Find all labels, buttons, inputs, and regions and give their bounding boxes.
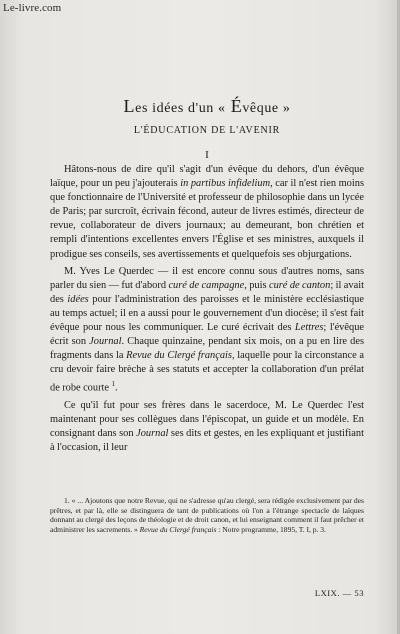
paragraph-1 <box>50 163 364 262</box>
article <box>50 96 364 458</box>
title-part-1: es idées d'un « <box>135 101 226 116</box>
article-body <box>50 163 364 455</box>
article-title <box>50 96 364 117</box>
p3-text-b: ses dits et gestes, en les expliquant et justifiant à l'occasion, il leur <box>50 428 364 454</box>
title-part-2: vêque » <box>242 101 291 116</box>
p1-text-b: , car il n'est rien moins que fonctionnaire de l'Université et professeur de philosophie dans un lycée de Paris; par surcroît, écrivain fécond, auteur de livres estimés, directeur de revue, collaborateur de divers journaux; au demeurant, bon chrétien et rempli d'intentions excellentes envers l'Église et ses ministres, auxquels il prodigue ses conseils, ses avertissements et quelquefois ses objurgations. <box>50 178 364 260</box>
footnote-ref[interactable]: 1 <box>111 380 115 389</box>
paragraph-2 <box>50 265 364 396</box>
p2-text-c: ; il avait des <box>50 279 364 305</box>
p2-text-a: M. Yves Le Querdec — il est encore connu sous d'autres noms, sans parler du sien — fut d'abord <box>50 265 364 291</box>
p1-italic: in partibus infidelium <box>180 178 271 190</box>
p2-italic-6: Revue du Clergé français <box>126 350 232 362</box>
p2-text-e: ; l'évêque écrit son <box>50 322 364 348</box>
p2-text-g: , laquelle pour la circonstance a cru devoir faire brèche à ses statuts et accepter la collaboration d'un prélat de robe courte <box>50 350 364 394</box>
footnote <box>50 496 364 535</box>
article-subtitle: L'ÉDUCATION DE L'AVENIR <box>133 125 281 136</box>
p2-italic-2: curé de canton <box>268 279 331 291</box>
p2-text-b: , puis <box>244 279 269 291</box>
section-number: I <box>205 149 209 161</box>
paragraph-3 <box>50 399 364 455</box>
p2-italic-1: curé de campagne <box>168 279 245 291</box>
p2-text-f: . Chaque quinzaine, pendant six mois, on a pu en lire des fragments dans la <box>50 336 365 362</box>
p2-italic-3: idées <box>67 293 89 305</box>
footnote-text-a: 1. « ... Ajoutons que notre Revue, qui ne s'adresse qu'au clergé, sera rédigée exclusivement par des prêtres, et par là, elle se distinguera de tant de publications où l'on a l'étrange spectacle de laïques donnant au clergé des leçons de théologie et de droit canon, et lui enseignant comment il faut prêcher et administrer les sacrements. » <box>50 496 364 535</box>
p2-text-h: . <box>114 382 118 394</box>
signature-mark: LXIX. — 53 <box>314 588 364 598</box>
p2-italic-4: Lettres <box>294 322 324 334</box>
p1-text-a: Hâtons-nous de dire qu'il s'agit d'un évêque du dehors, d'un évêque laïque, pour un peu j'ajouterais <box>50 164 364 190</box>
footnote-text-b: : Notre programme, 1895, T. I, p. 3. <box>216 525 326 535</box>
watermark: Le-livre.com <box>3 2 62 14</box>
p3-italic: Journal <box>136 428 169 440</box>
title-big-e: É <box>230 96 243 116</box>
footnote-italic: Revue du Clergé français <box>139 525 217 535</box>
p2-italic-5: Journal <box>89 336 122 348</box>
p3-text-a: Ce qu'il fut pour ses frères dans le sacerdoce, M. Le Querdec l'est maintenant pour ses collègues dans l'épiscopat, un guide et un modèle. En consignant dans son <box>50 399 364 440</box>
title-first-letter: L <box>123 96 136 116</box>
p2-text-d: pour l'administration des paroisses et le ministère ecclésiastique au temps actuel; il en a aussi pour le gouvernement d'un diocèse; il s'est fait évêque pour nous les communiquer. Le curé écrivait des <box>50 293 364 334</box>
